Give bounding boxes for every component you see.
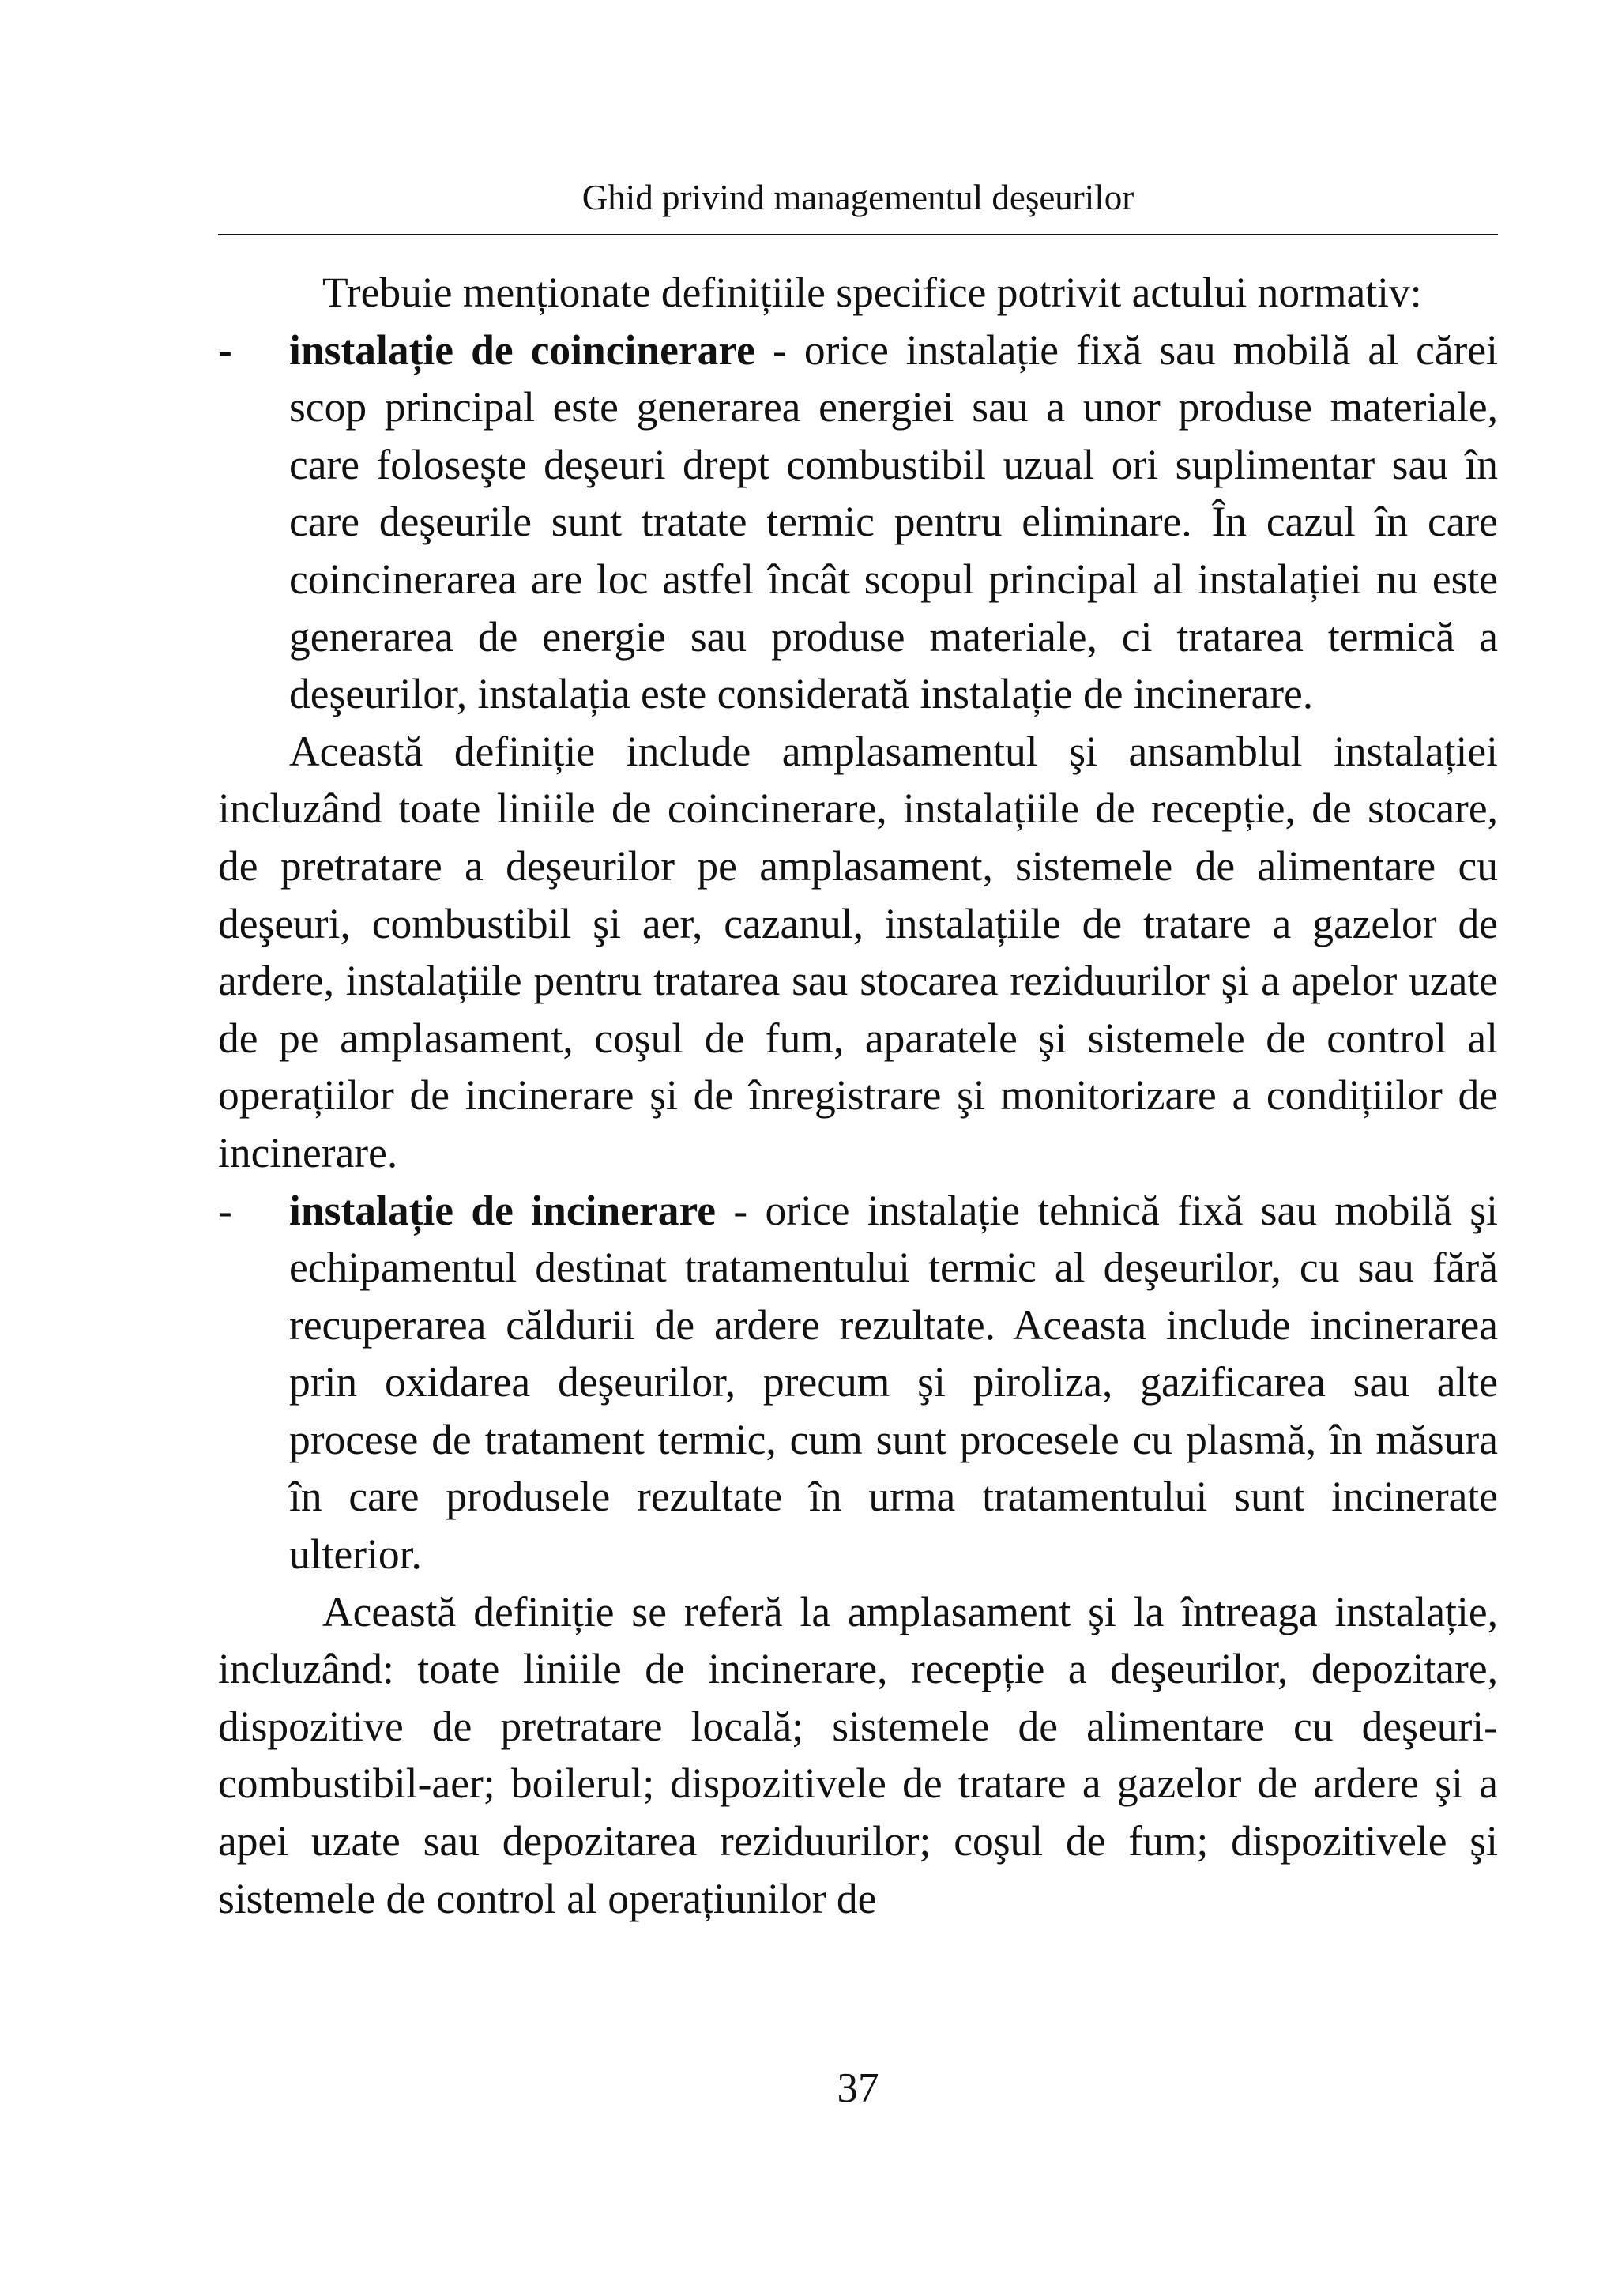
list-bullet: - [218,1186,232,1234]
body-text [218,264,1498,1927]
definition-text: - orice instalație fixă sau mobilă al cărei scop principal este generarea energiei sau a unor produse materiale, care foloseşte deşeuri drept combustibil uzual ori suplimentar sau în care deşeurile sunt tratate termic pentru eliminare. În cazul în care coincinerarea are loc astfel încât scopul principal al instalației nu este generarea de energie sau produse materiale, ci tratarea termică a deşeurilor, instalația este considerată instalație de incinerare. [289,326,1498,718]
paragraph-scope-coincinerare: Această definiție include amplasamentul şi ansamblul instalației incluzând toate liniile de coincinerare, instalațiile de recepție, de stocare, de pretratare a deşeurilor pe amplasament, sistemele de alimentare cu deşeuri, combustibil şi aer, cazanul, instalațiile de tratare a gazelor de ardere, instalațiile pentru tratarea sau stocarea reziduurilor şi a apelor uzate de pe amplasament, coşul de fum, aparatele şi sistemele de control al operațiilor de incinerare şi de înregistrare şi monitorizare a condițiilor de incinerare. [218,727,1498,1176]
definition-paragraph [289,322,1498,723]
intro-paragraph: Trebuie menționate definițiile specifice potrivit actului normativ: [322,269,1422,316]
definition-item-incinerare [218,1182,1498,1583]
paragraph-scope-incinerare: Această definiție se referă la amplasament şi la întreaga instalație, incluzând: toate liniile de incinerare, recepție a deşeurilor, depozitare, dispozitive de pretratare locală; sistemele de alimentare cu deşeuri-combustibil-aer; boilerul; dispozitivele de tratare a gazelor de ardere şi a apei uzate sau depozitarea reziduurilor; coşul de fum; dispozitivele şi sistemele de control al operațiunilor de [218,1587,1498,1922]
definition-text: - orice instalație tehnică fixă sau mobilă şi echipamentul destinat tratamentului termic al deşeurilor, cu sau fără recuperarea căldurii de ardere rezultate. Aceasta include incinerarea prin oxidarea deşeurilor, precum şi piroliza, gazificarea sau alte procese de tratament termic, cum sunt procesele cu plasmă, în măsura în care produsele rezultate în urma tratamentului sunt incinerate ulterior. [289,1186,1498,1579]
definition-term: instalație de coincinerare [289,326,755,374]
running-header: Ghid privind managementul deşeurilor [581,178,1134,217]
definition-item-coincinerare [218,322,1498,723]
header-divider [218,234,1498,235]
list-bullet: - [218,326,232,374]
page-number: 37 [837,2065,879,2111]
definition-term: instalație de incinerare [289,1186,717,1234]
definition-paragraph [289,1182,1498,1583]
